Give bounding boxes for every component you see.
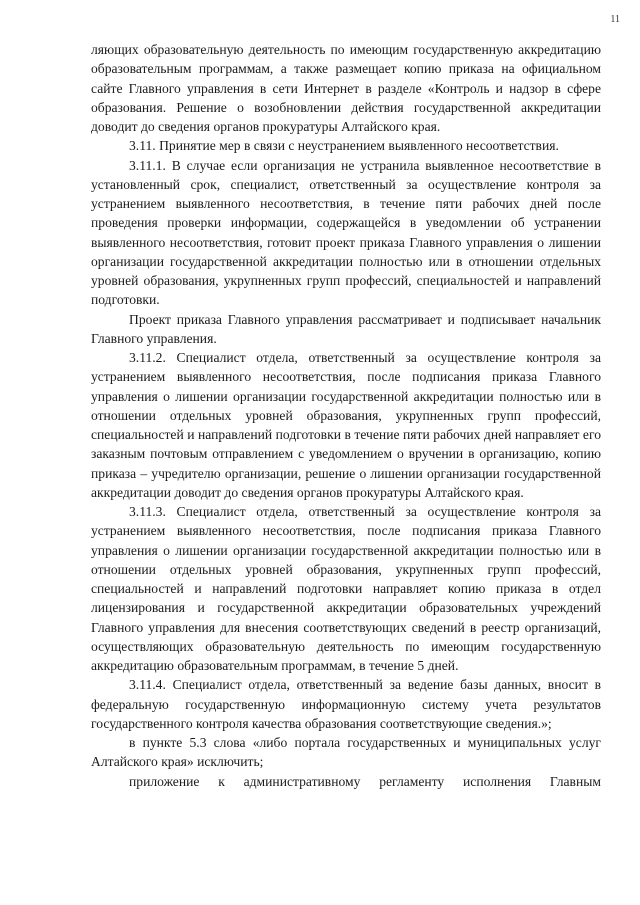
paragraph-3-11-4: 3.11.4. Специалист отдела, ответственный за ведение базы данных, вносит в федеральную государственную информационную систему учета результатов государственного контроля качества образования соответствующие сведения.»; bbox=[91, 677, 601, 731]
paragraph-draft-order: Проект приказа Главного управления рассматривает и подписывает начальник Главного управления. bbox=[91, 311, 601, 346]
paragraph-3-11-2: 3.11.2. Специалист отдела, ответственный за осуществление контроля за устранением выявленного несоответствия, после подписания приказа Главного управления о лишении организации государственной аккредитации полностью или в отношении отдельных уровней образования, укрупненных групп профессий, специальностей и направлений подготовки в течение пяти рабочих дней направляет его заказным почтовым отправлением с уведомлением о вручении в организацию, копию приказа – учредителю организации, решение о лишении организации государственной аккредитации доводит до сведения органов прокуратуры Алтайского края. bbox=[91, 350, 601, 500]
paragraph-continuation: ляющих образовательную деятельность по имеющим государственную аккредитацию образовательным программам, а также размещает копию приказа на официальном сайте Главного управления в сети Интернет в разделе «Контроль и надзор в сфере образования. Решение о возобновлении действия государственной аккредитации доводит до сведения органов прокуратуры Алтайского края. bbox=[91, 42, 601, 134]
paragraph-3-11-3: 3.11.3. Специалист отдела, ответственный за осуществление контроля за устранением выявленного несоответствия, после подписания приказа Главного управления о лишении организации государственной аккредитации полностью или в отношении отдельных уровней образования, укрупненных групп профессий, специальностей и направлений подготовки направляет копию приказа в отдел лицензирования и государственной аккредитации образовательных учреждений Главного управления для внесения соответствующих сведений в реестр организаций, осуществляющих образовательную деятельность по имеющим государственную аккредитацию образовательным программам, в течение 5 дней. bbox=[91, 504, 601, 673]
paragraph-appendix: приложение к административному регламенту исполнения Главным bbox=[129, 773, 601, 789]
paragraph-3-11: 3.11. Принятие мер в связи с неустранением выявленного несоответствия. bbox=[129, 138, 559, 154]
page-number: 11 bbox=[610, 14, 620, 25]
document-body bbox=[91, 40, 601, 791]
paragraph-item-5-3: в пункте 5.3 слова «либо портала государственных и муниципальных услуг Алтайского края» исключить; bbox=[91, 735, 601, 770]
paragraph-3-11-1: 3.11.1. В случае если организация не устранила выявленное несоответствие в установленный срок, специалист, ответственный за осуществление контроля за устранением выявленного несоответствия, в течение пяти рабочих дней после проведения проверки информации, содержащейся в уведомлении об устранении выявленного несоответствия, готовит проект приказа Главного управления о лишении организации государственной аккредитации полностью или в отношении отдельных уровней образования, укрупненных групп профессий, специальностей и направлений подготовки. bbox=[91, 157, 601, 308]
